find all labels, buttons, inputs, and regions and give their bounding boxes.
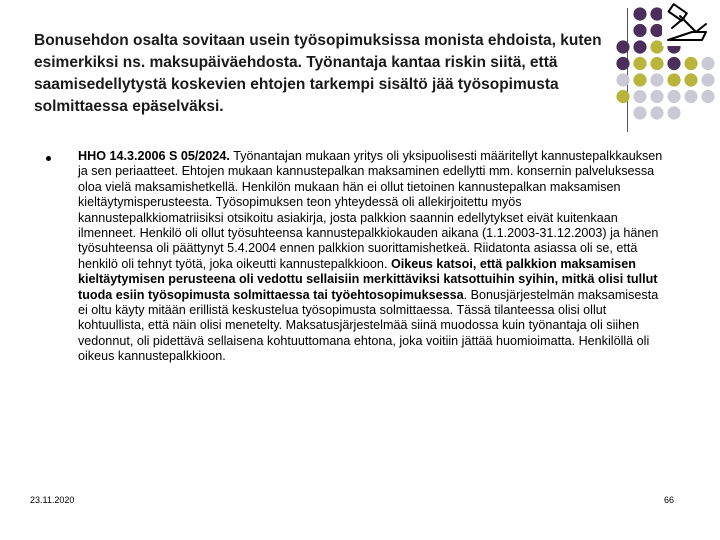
decorative-dot [701, 73, 714, 86]
decorative-dot [650, 57, 663, 70]
body-paragraph [78, 149, 664, 365]
decorative-dot [616, 57, 629, 70]
decorative-dot [667, 106, 680, 119]
decorative-dot [701, 57, 714, 70]
decorative-dot [650, 73, 663, 86]
decorative-dot [650, 106, 663, 119]
decorative-dot [667, 73, 680, 86]
decorative-dot [684, 73, 697, 86]
body-text-bold: Oikeus katsoi, että palkkion maksamisen kieltäytymisen perusteena oli vedottu sellaisiin merkittäviksi katsottuihin syihin, mitkä olisi tullut tuoda esiin työsopimusta solmittaessa tai työehtosopimuksessa [78, 256, 658, 302]
decorative-dot [684, 90, 697, 103]
slide-title: Bonusehdon osalta sovitaan usein työsopimuksissa monista ehdoista, kuten esimerkiksi ns. maksupäiväehdosta. Työnantaja kantaa riskin siitä, että saamisedellytystä koskevien ehtojen tarkempi sisältö jää työsopimusta solmittaessa epäselväksi. [34, 32, 602, 115]
decorative-dot [633, 7, 646, 20]
decorative-dot [616, 40, 629, 53]
decorative-dot [667, 90, 680, 103]
decorative-dot [633, 24, 646, 37]
decorative-dot [633, 90, 646, 103]
decorative-dot [633, 40, 646, 53]
decorative-dot [701, 90, 714, 103]
gavel-icon [662, 2, 710, 46]
body-text-part-2: . Bonusjärjestelmän maksamisesta ei oltu käyty mitään erillistä keskustelua työsopimusta solmittaessa. Tässä tilanteessa olisi ollut kohtuullista, että näin olisi menetelty. Maksatusjärjestelmää siinä muodossa kuin työnantaja oli siihen vedonnut, oli pidettävä sellaisena kohtuuttomana ehtona, joka voitiin jättää huomioimatta. Henkilöllä oli oikeus kannustepalkkioon. [78, 287, 659, 364]
decorative-dot [633, 57, 646, 70]
footer-date: 23.11.2020 [30, 495, 75, 505]
decorative-dot [633, 73, 646, 86]
body-text-part-1: Työnantajan mukaan yritys oli yksipuolisesti määritellyt kannustepalkkauksen ja sen periaatteet. Ehtojen mukaan kannustepalkan maksaminen edellytti mm. konsernin palveluksessa oloa vielä maksamishetkellä. Henkilön mukaan hän ei ollut tietoinen kannustepalkan maksamisen kieltäytymisperusteesta. Työsopimuksen teon yhteydessä oli allekirjoitettu myös kannustepalkkiomatriisiksi otsikoitu asiakirja, josta palkkion saannin edellytykset eivät kuitenkaan ilmenneet. Henkilö oli ollut työsuhteensa kannustepalkkiokauden aikana (1.1.2003-31.12.2003) ja hänen työsuhteensa oli päättynyt 5.4.2004 ennen palkkion suorittamishetkeä. Riidatonta asiassa oli se, että henkilö oli tehnyt työtä, joka oikeutti kannustepalkkioon. [78, 149, 663, 271]
page-number: 66 [664, 495, 675, 505]
decorative-dot [684, 57, 697, 70]
decorative-dot [616, 90, 629, 103]
bullet-marker [46, 156, 51, 161]
decorative-dot [633, 106, 646, 119]
decorative-dot [650, 90, 663, 103]
decorative-dot [616, 73, 629, 86]
case-reference: HHO 14.3.2006 S 05/2024. [78, 149, 230, 163]
decorative-dot [667, 57, 680, 70]
